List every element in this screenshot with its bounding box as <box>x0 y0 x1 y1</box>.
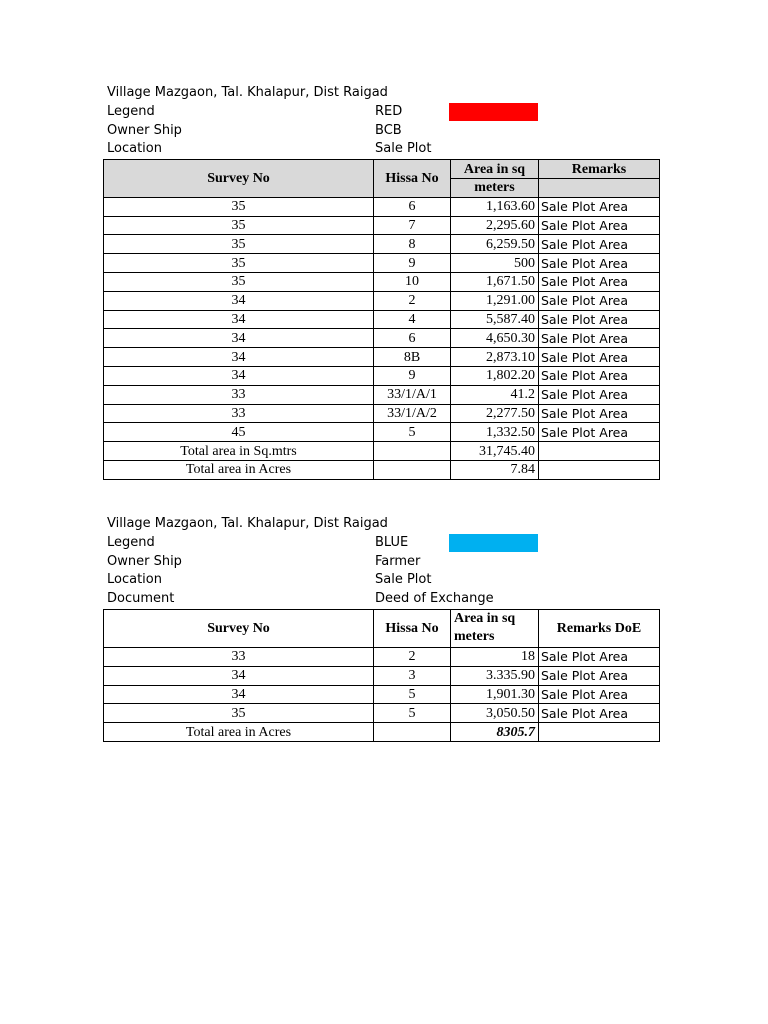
survey-no-cell: 34 <box>104 291 374 310</box>
total-blank-cell <box>374 723 451 742</box>
survey-no-cell: 35 <box>104 197 374 216</box>
survey-no-cell: 34 <box>104 310 374 329</box>
document-row <box>103 590 659 609</box>
location-value: Sale Plot <box>375 141 432 157</box>
survey-no-cell: 33 <box>104 385 374 404</box>
legend-row <box>103 103 659 122</box>
remarks-cell: Sale Plot Area <box>539 329 660 348</box>
ownership-row <box>103 553 659 572</box>
hissa-no-cell: 8 <box>374 235 451 254</box>
area-cell: 500 <box>451 254 539 273</box>
total-value: 7.84 <box>451 460 539 479</box>
total-blank-cell <box>374 460 451 479</box>
survey-no-cell: 33 <box>104 647 374 666</box>
total-row <box>104 442 660 461</box>
survey-no-cell: 45 <box>104 423 374 442</box>
location-value: Sale Plot <box>375 572 432 588</box>
document-label: Document <box>107 591 175 607</box>
hissa-no-cell: 10 <box>374 272 451 291</box>
header-area-line2: meters <box>451 178 539 197</box>
survey-no-cell: 35 <box>104 235 374 254</box>
table-row <box>104 404 660 423</box>
total-value: 31,745.40 <box>451 442 539 461</box>
survey-no-cell: 34 <box>104 348 374 367</box>
area-cell: 3.335.90 <box>451 666 539 685</box>
remarks-cell: Sale Plot Area <box>539 254 660 273</box>
survey-no-cell: 35 <box>104 704 374 723</box>
remarks-cell: Sale Plot Area <box>539 272 660 291</box>
hissa-no-cell: 33/1/A/1 <box>374 385 451 404</box>
ownership-label: Owner Ship <box>107 122 182 138</box>
table-row <box>104 216 660 235</box>
hissa-no-cell: 9 <box>374 254 451 273</box>
hissa-no-cell: 5 <box>374 423 451 442</box>
area-cell: 2,277.50 <box>451 404 539 423</box>
table-row <box>104 197 660 216</box>
total-row <box>104 460 660 479</box>
ownership-value: Farmer <box>375 553 421 569</box>
remarks-cell: Sale Plot Area <box>539 235 660 254</box>
remarks-cell: Sale Plot Area <box>539 385 660 404</box>
survey-no-cell: 33 <box>104 404 374 423</box>
legend-label: Legend <box>107 103 155 119</box>
hissa-no-cell: 3 <box>374 666 451 685</box>
village-name: Village Mazgaon, Tal. Khalapur, Dist Raigad <box>107 516 388 531</box>
total-label: Total area in Sq.mtrs <box>104 442 374 461</box>
header-area-line1: Area in sq <box>454 611 516 627</box>
area-cell: 1,163.60 <box>451 197 539 216</box>
area-cell: 3,050.50 <box>451 704 539 723</box>
area-cell: 1,802.20 <box>451 366 539 385</box>
legend-value: BLUE <box>375 534 409 550</box>
red-plot-section <box>103 84 659 480</box>
hissa-no-cell: 5 <box>374 704 451 723</box>
table-row <box>104 704 660 723</box>
area-cell: 1,291.00 <box>451 291 539 310</box>
remarks-cell: Sale Plot Area <box>539 310 660 329</box>
area-cell: 1,332.50 <box>451 423 539 442</box>
hissa-no-cell: 33/1/A/2 <box>374 404 451 423</box>
ownership-value: BCB <box>375 122 402 138</box>
location-label: Location <box>107 572 162 588</box>
table-row <box>104 254 660 273</box>
table-row <box>104 647 660 666</box>
village-heading <box>103 84 659 103</box>
area-cell: 5,587.40 <box>451 310 539 329</box>
hissa-no-cell: 2 <box>374 647 451 666</box>
hissa-no-cell: 2 <box>374 291 451 310</box>
header-hissa-no: Hissa No <box>374 160 451 198</box>
legend-label: Legend <box>107 534 155 550</box>
ownership-row <box>103 122 659 141</box>
table-row <box>104 685 660 704</box>
area-cell: 1,901.30 <box>451 685 539 704</box>
hissa-no-cell: 5 <box>374 685 451 704</box>
survey-no-cell: 34 <box>104 666 374 685</box>
location-row <box>103 571 659 590</box>
table-row <box>104 291 660 310</box>
header-survey-no: Survey No <box>104 160 374 198</box>
location-label: Location <box>107 141 162 157</box>
ownership-label: Owner Ship <box>107 553 182 569</box>
table-row <box>104 385 660 404</box>
header-area-line2: meters <box>454 629 495 645</box>
remarks-cell: Sale Plot Area <box>539 647 660 666</box>
remarks-cell: Sale Plot Area <box>539 216 660 235</box>
hissa-no-cell: 7 <box>374 216 451 235</box>
table-row <box>104 423 660 442</box>
remarks-cell: Sale Plot Area <box>539 366 660 385</box>
remarks-cell: Sale Plot Area <box>539 197 660 216</box>
survey-no-cell: 34 <box>104 366 374 385</box>
legend-value: RED <box>375 103 403 119</box>
table-header-row <box>104 609 660 647</box>
survey-no-cell: 34 <box>104 329 374 348</box>
area-cell: 2,873.10 <box>451 348 539 367</box>
table-row <box>104 329 660 348</box>
table-row <box>104 666 660 685</box>
blue-plot-section <box>103 515 659 742</box>
remarks-cell: Sale Plot Area <box>539 404 660 423</box>
survey-table <box>103 609 660 742</box>
hissa-no-cell: 4 <box>374 310 451 329</box>
table-row <box>104 348 660 367</box>
hissa-no-cell: 6 <box>374 329 451 348</box>
header-remarks: Remarks <box>539 160 660 179</box>
header-remarks: Remarks DoE <box>539 609 660 647</box>
table-row <box>104 235 660 254</box>
header-area-line1: Area in sq <box>451 160 539 179</box>
area-cell: 2,295.60 <box>451 216 539 235</box>
remarks-cell: Sale Plot Area <box>539 423 660 442</box>
total-blank-cell <box>539 460 660 479</box>
total-value: 8305.7 <box>451 723 539 742</box>
remarks-cell: Sale Plot Area <box>539 666 660 685</box>
survey-no-cell: 35 <box>104 254 374 273</box>
total-blank-cell <box>539 723 660 742</box>
remarks-cell: Sale Plot Area <box>539 704 660 723</box>
header-area <box>451 609 539 647</box>
survey-no-cell: 35 <box>104 216 374 235</box>
table-row <box>104 366 660 385</box>
document-value: Deed of Exchange <box>375 591 494 607</box>
village-heading <box>103 515 659 534</box>
total-label: Total area in Acres <box>104 460 374 479</box>
total-blank-cell <box>539 442 660 461</box>
header-hissa-no: Hissa No <box>374 609 451 647</box>
legend-color-swatch <box>449 103 538 121</box>
table-row <box>104 272 660 291</box>
area-cell: 41.2 <box>451 385 539 404</box>
area-cell: 4,650.30 <box>451 329 539 348</box>
survey-table <box>103 159 660 480</box>
total-label: Total area in Acres <box>104 723 374 742</box>
location-row <box>103 140 659 159</box>
legend-row <box>103 534 659 553</box>
total-blank-cell <box>374 442 451 461</box>
total-row <box>104 723 660 742</box>
village-name: Village Mazgaon, Tal. Khalapur, Dist Raigad <box>107 85 388 100</box>
hissa-no-cell: 8B <box>374 348 451 367</box>
remarks-cell: Sale Plot Area <box>539 685 660 704</box>
survey-no-cell: 34 <box>104 685 374 704</box>
legend-color-swatch <box>449 534 538 552</box>
area-cell: 6,259.50 <box>451 235 539 254</box>
remarks-cell: Sale Plot Area <box>539 348 660 367</box>
hissa-no-cell: 6 <box>374 197 451 216</box>
header-survey-no: Survey No <box>104 609 374 647</box>
survey-no-cell: 35 <box>104 272 374 291</box>
table-row <box>104 310 660 329</box>
area-cell: 18 <box>451 647 539 666</box>
area-cell: 1,671.50 <box>451 272 539 291</box>
hissa-no-cell: 9 <box>374 366 451 385</box>
remarks-cell: Sale Plot Area <box>539 291 660 310</box>
table-header-row <box>104 160 660 179</box>
header-remarks-blank <box>539 178 660 197</box>
